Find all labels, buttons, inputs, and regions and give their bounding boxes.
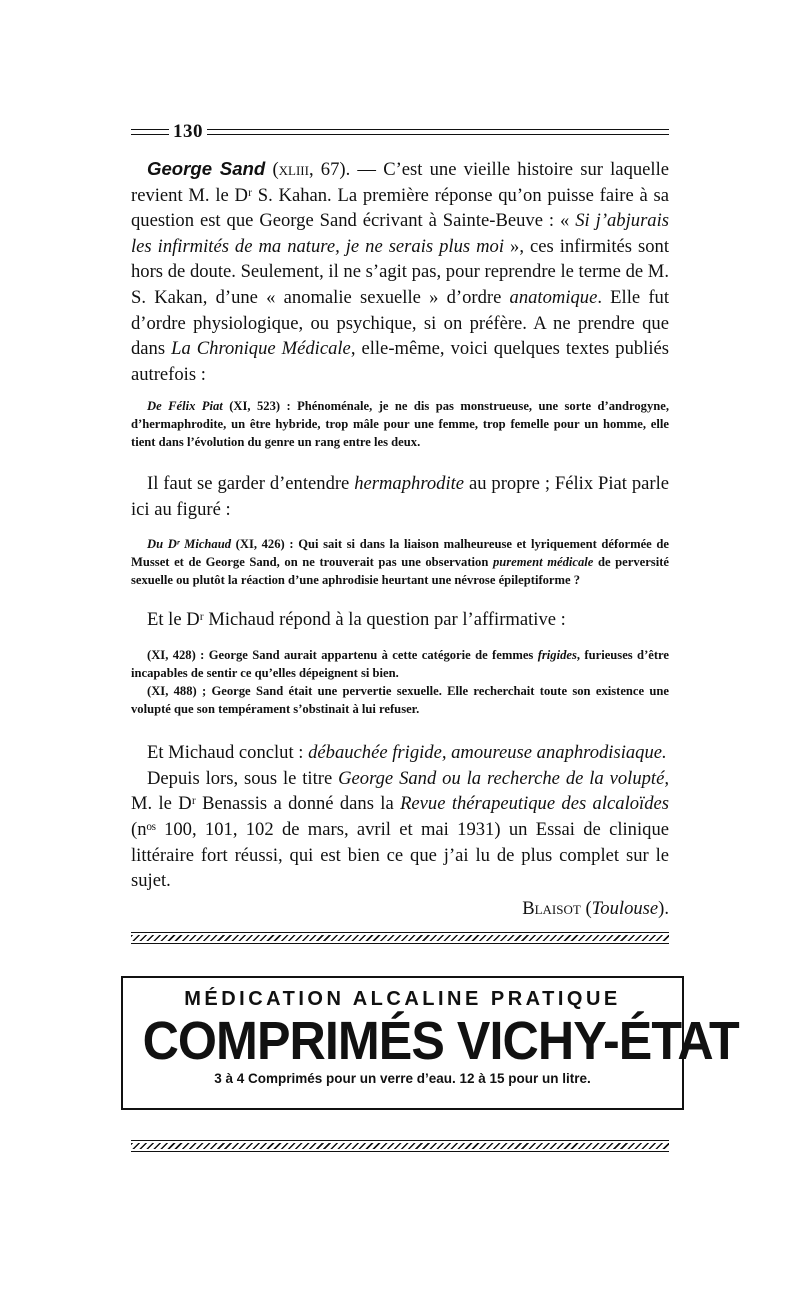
italic-term: purement médicale xyxy=(492,554,594,569)
separator-zigzag xyxy=(131,1143,669,1149)
separator-zigzag xyxy=(131,935,669,941)
text-run: , elle-même, voici quelques textes publiés autrefois : xyxy=(131,338,670,385)
italic-term: hermaphrodite xyxy=(354,473,465,495)
signature: Blaisot (Toulouse). xyxy=(522,897,669,919)
quote-text: (XI, 523) : Phénoménale, je ne dis pas monstrueuse, une sorte d’androgyne, d’hermaphrodite, un être hybride, trop mâle pour une femme, trop femelle pour un homme, elle tient dans l’évolution du genre un rang entre les deux. xyxy=(131,399,669,450)
text-run: — C’est une vieille histoire sur laquelle revient M. le Dʳ S. Kahan. La première réponse qu’on puisse faire à sa question est que George Sand écrivant à Sainte-Beuve : « xyxy=(131,159,669,232)
ad-dosage: 3 à 4 Comprimés pour un verre d’eau. 12 à 15 pour un litre. xyxy=(214,1071,591,1086)
paragraph-michaud-reply: Et le Dʳ Michaud répond à la question par l’affirmative : xyxy=(147,608,566,630)
signature-name: Blaisot xyxy=(522,897,581,919)
ornamental-separator-top xyxy=(131,932,669,944)
excerpt-428 xyxy=(131,646,669,682)
reference: (xliii, 67). xyxy=(272,159,351,180)
italic-term: débauchée frigide, amoureuse anaphrodisiaque. xyxy=(308,742,667,764)
text-run: Il faut se garder d’entendre xyxy=(147,473,355,495)
excerpt-488: (XI, 488) ; George Sand était une pervertie sexuelle. Elle recherchait toute son existence une volupté que son tempérament s’obstinait à lui refuser. xyxy=(131,684,669,717)
paragraph-hermaphrodite xyxy=(131,471,669,522)
header-rule-right xyxy=(207,129,669,135)
text-run: », ces infirmités sont hors de doute. Seulement, il ne s’agit pas, pour reprendre le terme de M. S. Kakan, d’une « anomalie sexuelle » d’ordre xyxy=(131,235,670,308)
text-run: (nᵒˢ 100, 101, 102 de mars, avril et mai 1931) un Essai de clinique littéraire fort réussi, qui est bien ce que j’ai lu de plus complet sur le sujet. xyxy=(131,818,669,892)
separator-line xyxy=(131,1151,669,1152)
advertisement-box xyxy=(121,976,739,1110)
quote-text: (XI, 426) : Qui sait si dans la liaison malheureuse et lyriquement déformée de Musset et de George Sand, on ne trouverait pas une observation xyxy=(131,536,669,569)
ornamental-separator-bottom xyxy=(131,1140,669,1152)
sand-quote: Si j’abjurais les infirmités de ma nature, je ne serais plus moi xyxy=(131,210,670,257)
author-name: George Sand xyxy=(147,158,266,179)
excerpt-text: , furieuses d’être incapables de sentir ce qu’elles dépeignent si bien. xyxy=(131,648,669,681)
signature-place: Toulouse xyxy=(591,897,659,919)
separator-line xyxy=(131,943,669,944)
ad-product-name: COMPRIMÉS VICHY-ÉTAT xyxy=(142,1011,739,1071)
separator-line xyxy=(131,932,669,933)
quote-michaud xyxy=(131,535,669,589)
text-run: au propre ; Félix Piat parle ici au figuré : xyxy=(131,473,669,520)
text-run: M. le Dʳ Benassis a donné dans la xyxy=(131,793,401,815)
separator-line xyxy=(131,1140,669,1141)
text-run: Et Michaud conclut : xyxy=(147,742,309,764)
page-number: 130 xyxy=(173,121,203,142)
running-header xyxy=(131,118,669,146)
ad-top-rule xyxy=(123,976,682,978)
quote-source: De Félix Piat xyxy=(147,399,223,414)
journal-title: Revue thérapeutique des alcaloïdes xyxy=(400,793,669,815)
quote-piat xyxy=(131,397,669,451)
italic-term: anatomique xyxy=(509,286,598,308)
paragraph-intro xyxy=(131,156,669,387)
journal-title: La Chronique Médicale xyxy=(171,338,351,360)
text-run: . Elle fut d’ordre physiologique, ou psychique, si on préfère. A ne prendre que dans xyxy=(131,286,669,360)
italic-term: frigides xyxy=(537,648,577,663)
header-rule-left xyxy=(131,129,169,135)
excerpt-text: (XI, 428) : George Sand aurait appartenu à cette catégorie de femmes xyxy=(147,648,538,663)
text-run: Depuis lors, sous le titre xyxy=(147,767,339,789)
quote-source: Du Dʳ Michaud xyxy=(147,536,232,551)
page-content xyxy=(131,118,669,920)
paragraph-conclusion xyxy=(131,740,669,766)
ad-tagline: MÉDICATION ALCALINE PRATIQUE xyxy=(184,988,621,1010)
essay-title: George Sand ou la recherche de la volupté, xyxy=(338,767,669,789)
quote-text: de perversité sexuelle ou plutôt la réaction d’une aphrodisie heurtant une névrose épileptiforme ? xyxy=(131,554,669,587)
quote-michaud-excerpts xyxy=(131,646,669,718)
paragraph-benassis xyxy=(131,766,669,894)
